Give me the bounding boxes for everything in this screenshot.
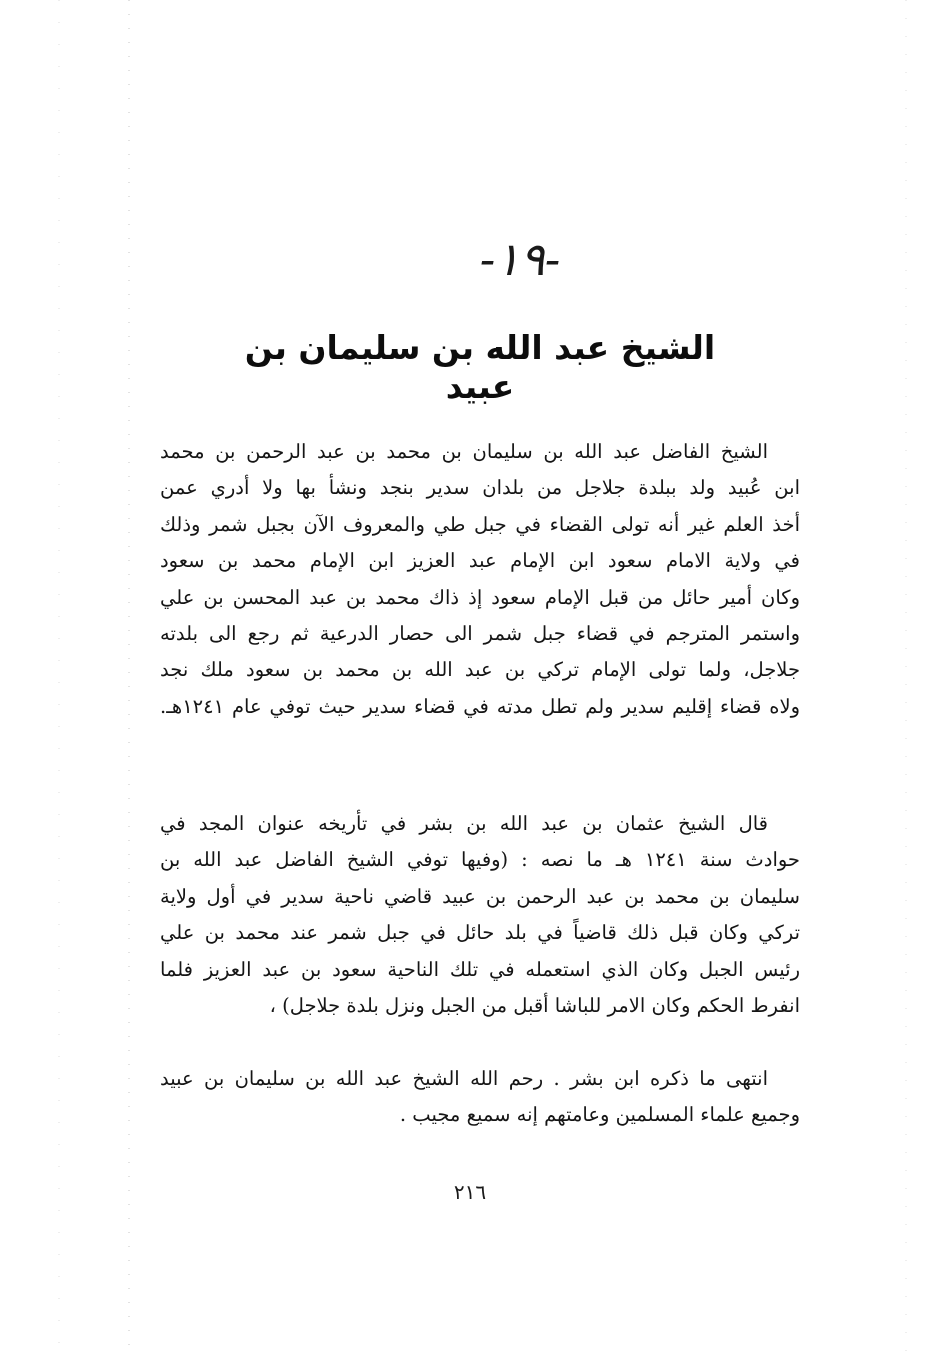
text-line: سليمان بن محمد بن عبد الرحمن بن عبيد قاضي ناحية سدير في أول ولاية <box>160 884 800 908</box>
paragraph-closing <box>160 1061 800 1134</box>
scan-artifact <box>58 0 60 1357</box>
handwritten-page-number: -١٩- <box>479 232 561 286</box>
text-line: واستمر المترجم في قضاء جبل شمر الى حصار الدرعية ثم رجع الى بلدته <box>160 621 800 645</box>
page-number: ٢١٦ <box>453 1180 487 1204</box>
text-line: تركي وكان قبل ذلك قاضياً في بلد حائل في جبل شمر عند محمد بن علي <box>160 921 800 945</box>
text-line: جلاجل، ولما تولى الإمام تركي بن عبد الله بن محمد بن سعود ملك نجد <box>160 658 800 682</box>
text-line: انفرط الحكم وكان الامر للباشا أقبل من الجبل ونزل بلدة جلاجل) ، <box>269 993 800 1017</box>
text-line: حوادث سنة ١٢٤١ هـ ما نصه : (وفيها توفي الشيخ الفاضل عبد الله بن <box>160 848 800 872</box>
paragraph-biography <box>160 434 800 725</box>
paragraph-quotation <box>160 806 800 1024</box>
text-line: وكان أمير حائل من قبل الإمام سعود إذ ذاك محمد بن عبد المحسن بن علي <box>160 585 800 609</box>
text-line: أخذ العلم غير أنه تولى القضاء في جبل طي والمعروف الآن بجبل شمر وذلك <box>160 512 800 536</box>
text-line: ولاه قضاء إقليم سدير ولم تطل مدته في قضاء سدير حيث توفي عام ١٢٤١هـ. <box>160 694 800 718</box>
scan-artifact <box>905 0 907 1357</box>
text-line: رئيس الجبل وكان الذي استعمله في تلك الناحية سعود بن عبد العزيز فلما <box>160 957 800 981</box>
text-line: انتهى ما ذكره ابن بشر . رحم الله الشيخ عبد الله بن سليمان بن عبيد <box>160 1067 768 1090</box>
text-line: الشيخ الفاضل عبد الله بن سليمان بن محمد بن عبد الرحمن بن محمد <box>160 440 768 463</box>
text-line: في ولاية الامام سعود ابن الإمام عبد العزيز ابن الإمام محمد بن سعود <box>160 549 800 573</box>
section-title: الشيخ عبد الله بن سليمان بن عبيد <box>244 328 716 406</box>
text-line: ابن عُبيد ولد ببلدة جلاجل من بلدان سدير بنجد ونشأ بها ولا أدري عمن <box>160 476 800 500</box>
text-line: وجميع علماء المسلمين وعامتهم إنه سميع مجيب . <box>399 1103 800 1127</box>
text-line: قال الشيخ عثمان بن عبد الله بن بشر في تأريخه عنوان المجد في <box>160 812 768 835</box>
scan-artifact <box>128 0 130 1357</box>
